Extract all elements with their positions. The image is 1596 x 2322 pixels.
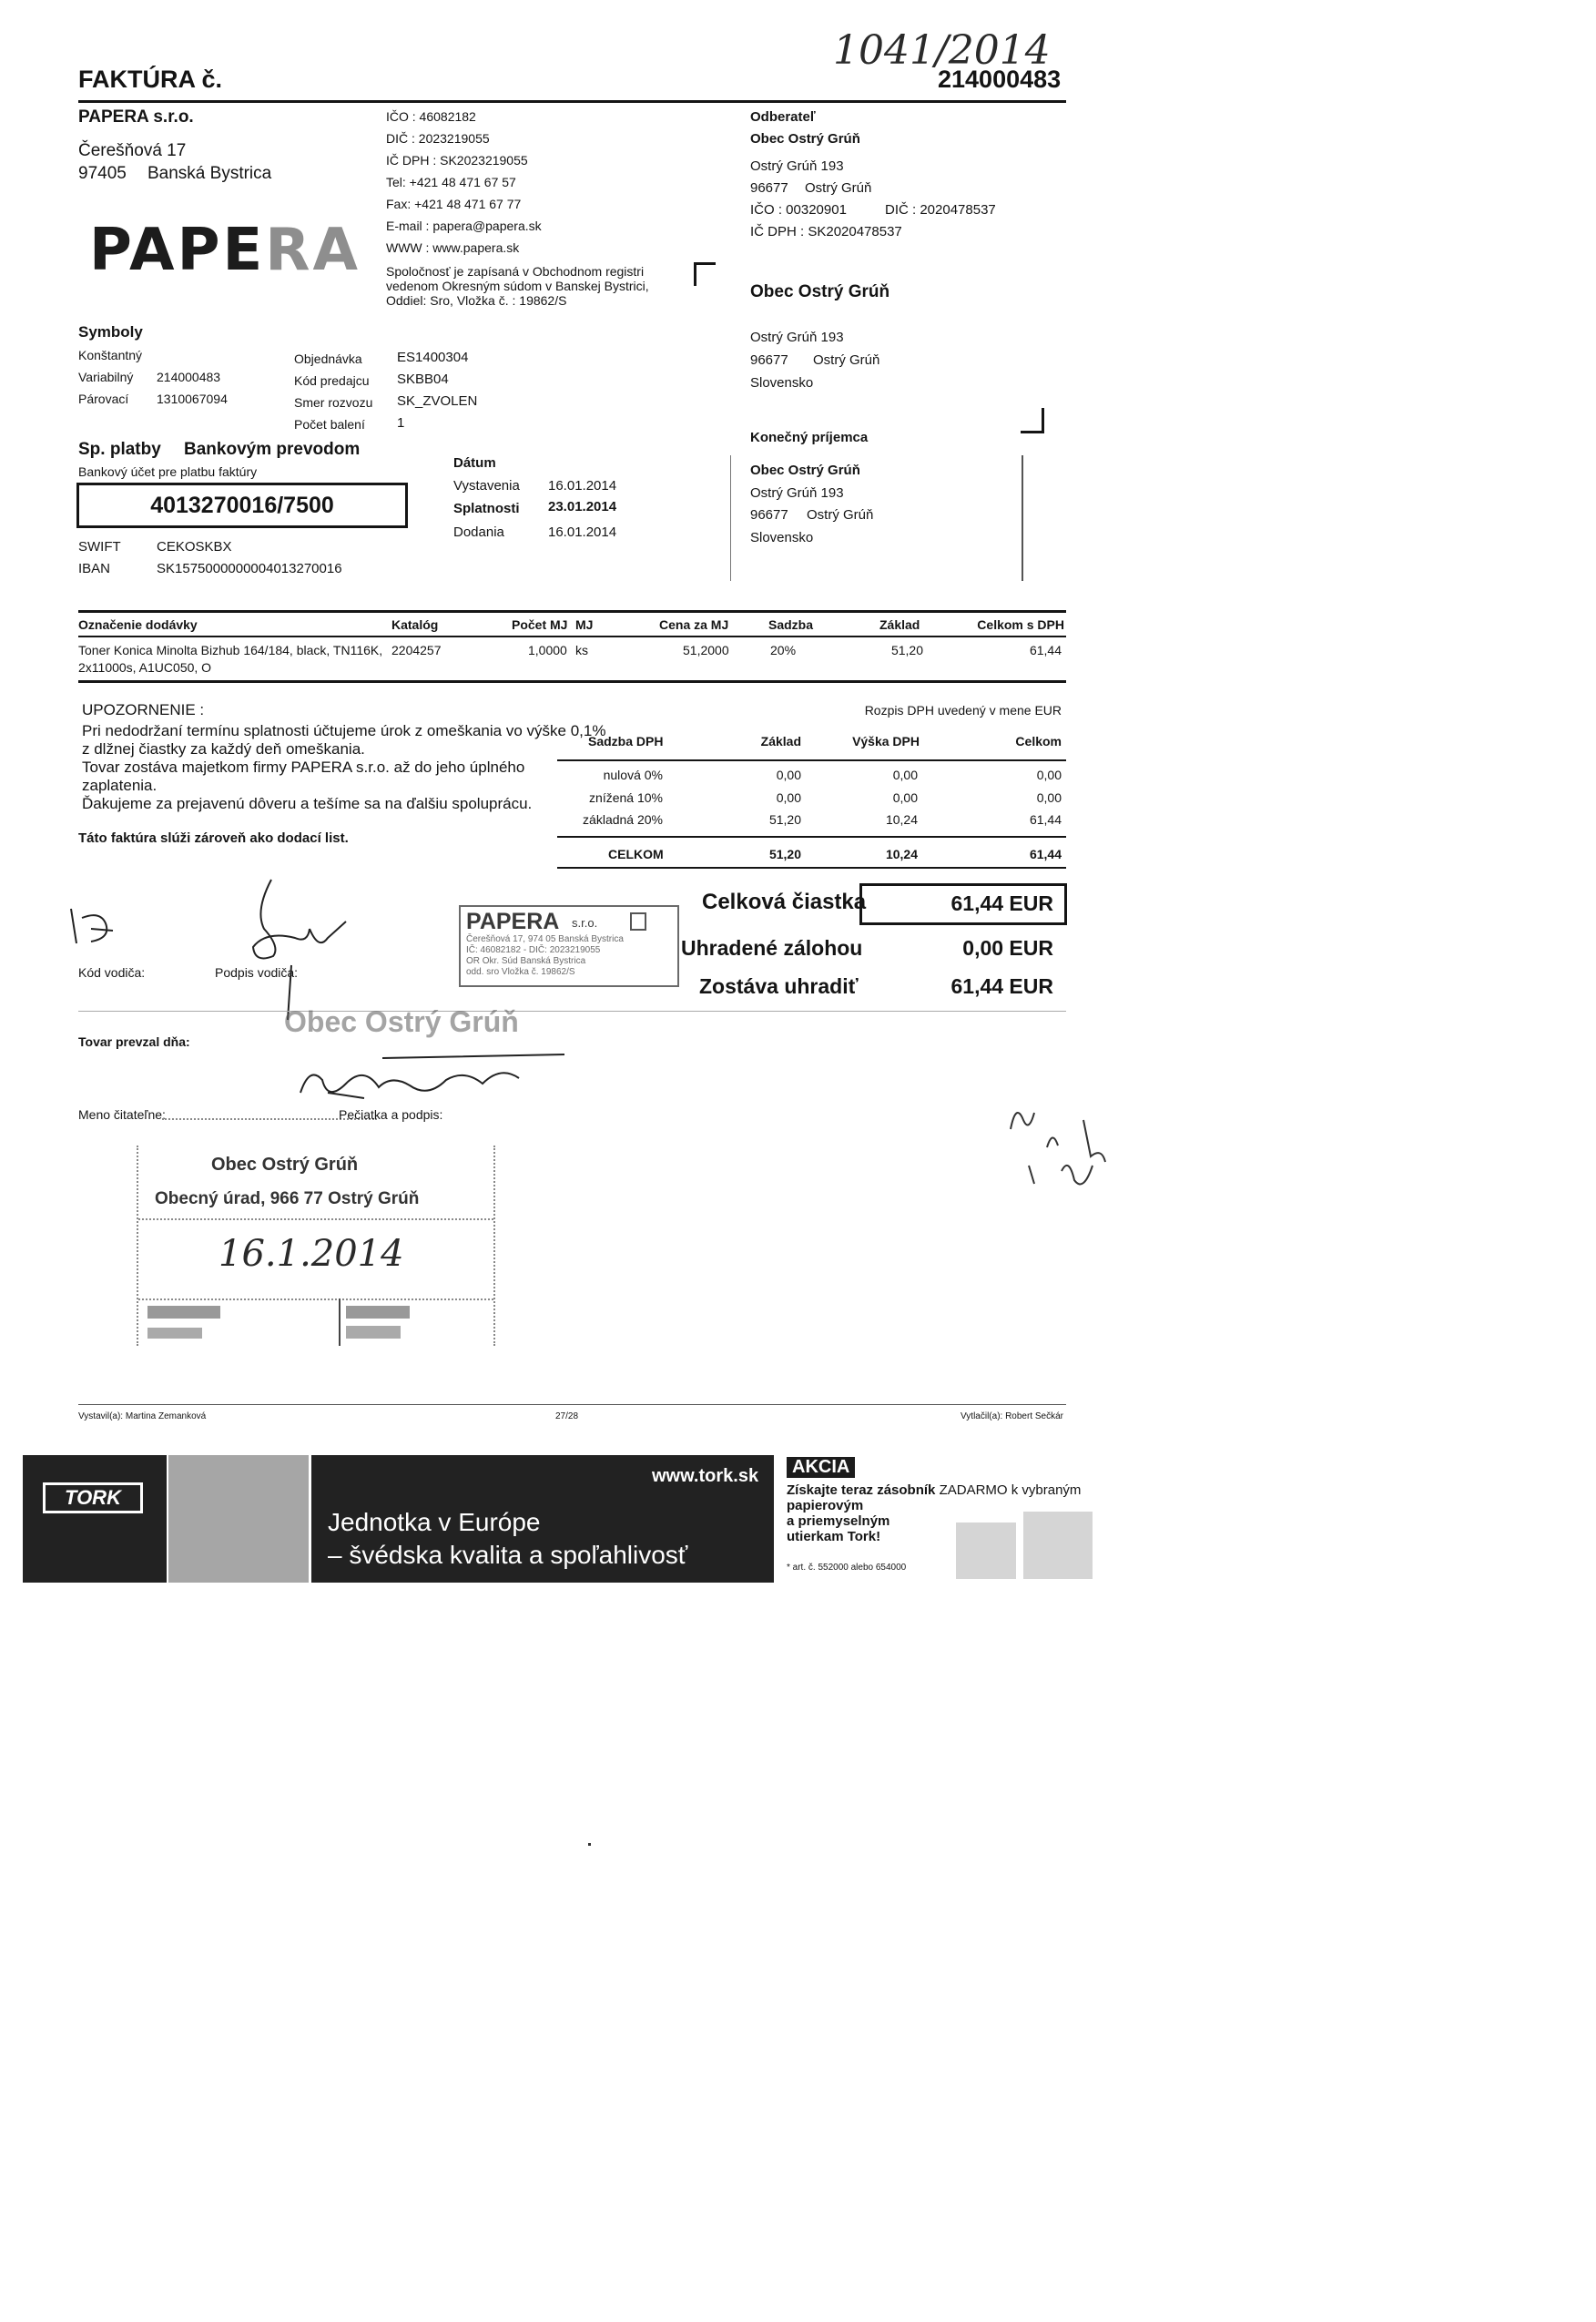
recipient-country: Slovensko [750, 530, 814, 545]
ad-promo-bold-4: utierkam Tork! [787, 1529, 881, 1544]
order-values [397, 347, 477, 434]
symbol-variable-value: 214000483 [157, 370, 221, 384]
buyer-dic: DIČ : 2020478537 [885, 202, 996, 218]
recipient-signature [291, 1047, 564, 1111]
vat-sum-base: 51,20 [768, 847, 801, 861]
ad-main-panel [311, 1455, 774, 1583]
advances-amount: 0,00 EUR [962, 936, 1053, 960]
item-quantity: 1,0000 [528, 643, 567, 657]
vat-total-reduced: 0,00 [1036, 790, 1062, 805]
payment-method: Bankovým prevodom [184, 440, 361, 459]
window-mark-tl-h [694, 262, 716, 265]
symbol-label-pairing: Párovací [78, 392, 129, 406]
stamp-box-icon [630, 912, 646, 931]
ad-note: * art. č. 552000 alebo 654000 [787, 1563, 907, 1573]
item-base: 51,20 [890, 643, 923, 657]
receipt-redacted-1 [147, 1306, 220, 1319]
vat-bottom-rule [557, 867, 1066, 869]
receipt-stamp [137, 1146, 495, 1346]
supplier-tel: Tel: +421 48 471 67 57 [386, 175, 516, 189]
order-labels [294, 348, 372, 435]
window-mark-br [1042, 408, 1044, 433]
window-mark-tl [694, 262, 696, 286]
vat-col-rate: Sadzba DPH [588, 734, 664, 749]
received-stamp: Obec Ostrý Grúň [284, 1005, 519, 1038]
mail-country: Slovensko [750, 375, 814, 391]
account-label: Bankový účet pre platbu faktúry [78, 464, 258, 479]
col-quantity: Počet MJ [512, 617, 568, 632]
symbol-pairing-value: 1310067094 [157, 392, 228, 406]
vat-header-rule [557, 759, 1066, 761]
stamp-line-1: Čerešňová 17, 974 05 Banská Bystrica [466, 934, 624, 944]
receipt-stamp-line1: Obec Ostrý Grúň [211, 1155, 359, 1175]
notice-line-5: Ďakujeme za prejavenú dôveru a tešíme sa na ďalšiu spoluprácu. [82, 795, 533, 812]
registry-note-3: Oddiel: Sro, Vložka č. : 19862/S [386, 293, 567, 308]
recipient-right-rule [1022, 455, 1023, 581]
advances-label: Uhradené zálohou [681, 936, 863, 960]
total-box [859, 883, 1067, 925]
stamp-brand: PAPERA [466, 909, 560, 934]
item-unit-price: 51,2000 [683, 643, 729, 657]
supplier-city: Banská Bystrica [147, 164, 272, 183]
mail-city: Ostrý Grúň [813, 352, 880, 368]
receipt-divider [339, 1298, 341, 1346]
supplier-www: WWW : www.papera.sk [386, 240, 520, 255]
ad-promo-plain: ZADARMO k vybraným [939, 1482, 1082, 1498]
items-top-rule [78, 610, 1066, 613]
item-description-2: 2x11000s, A1UC050, O [78, 660, 212, 675]
notice-line-2: z dlžnej čiastky za každý deň omeškania. [82, 740, 365, 758]
buyer-ico: IČO : 00320901 [750, 202, 847, 218]
iban-label: IBAN [78, 561, 111, 576]
route-label: Smer rozvozu [294, 395, 373, 410]
scan-speck [588, 1843, 591, 1846]
driver-code-label: Kód vodiča: [78, 965, 146, 980]
supplier-postcode: 97405 [78, 164, 127, 183]
receipt-stamp-line2: Obecný úrad, 966 77 Ostrý Grúň [155, 1189, 420, 1208]
item-catalog: 2204257 [391, 643, 442, 657]
bank-account-box [76, 483, 408, 528]
ad-promo-bold-2: papierovým [787, 1498, 864, 1513]
vat-total-standard: 61,44 [1029, 812, 1062, 827]
tork-logo: TORK [43, 1482, 143, 1513]
col-unit: MJ [575, 617, 594, 632]
vat-base-reduced: 0,00 [776, 790, 801, 805]
issued-label: Vystavenia [453, 478, 520, 494]
handwritten-reference: 1041/2014 [833, 27, 1051, 74]
recipient-postcode: 96677 [750, 507, 788, 523]
supplier-name: PAPERA s.r.o. [78, 107, 194, 127]
supplier-email: E-mail : papera@papera.sk [386, 219, 542, 233]
order-value: ES1400304 [397, 350, 469, 365]
driver-sign-label: Podpis vodiča: [215, 965, 299, 980]
vat-rate-reduced: znížená 10% [589, 790, 663, 805]
supplier-dic: DIČ : 2023219055 [386, 131, 490, 146]
col-description: Označenie dodávky [78, 617, 198, 632]
supplier-ico: IČO : 46082182 [386, 109, 476, 124]
vat-rate-zero: nulová 0% [603, 768, 663, 782]
bank-account: 4013270016/7500 [150, 493, 334, 518]
item-unit: ks [575, 643, 588, 657]
vat-amount-standard: 10,24 [885, 812, 918, 827]
ad-slogan-1: Jednotka v Európe [328, 1508, 541, 1536]
items-bottom-rule [78, 680, 1066, 683]
ad-slogan-2: – švédska kvalita a spoľahlivosť [328, 1541, 688, 1569]
delivery-label: Dodania [453, 524, 504, 540]
receipt-dots-2 [138, 1298, 493, 1300]
driver-code-handwriting [64, 901, 118, 956]
remaining-label: Zostáva uhradiť [699, 974, 859, 998]
header-rule [78, 100, 1066, 103]
delivery-note: Táto faktúra slúži zároveň ako dodací list. [78, 830, 349, 846]
supplier-info [386, 106, 649, 308]
ad-product-2 [1023, 1512, 1093, 1579]
notice-text [82, 722, 605, 813]
printed-by: Vytlačil(a): Robert Sečkár [961, 1411, 1063, 1421]
recipient-left-rule [730, 455, 731, 581]
vat-total-zero: 0,00 [1036, 768, 1062, 782]
packages-label: Počet balení [294, 417, 365, 432]
registry-note-2: vedenom Okresným súdom v Banskej Bystrici, [386, 279, 649, 293]
remaining-amount: 61,44 EUR [950, 974, 1053, 998]
received-label: Tovar prevzal dňa: [78, 1034, 190, 1049]
page-number: 27/28 [555, 1411, 579, 1421]
symbol-label-constant: Konštantný [78, 348, 143, 362]
receipt-redacted-4 [346, 1326, 401, 1339]
vat-sum-amount: 10,24 [885, 847, 918, 861]
tork-logo-panel [23, 1455, 167, 1583]
vat-amount-reduced: 0,00 [892, 790, 918, 805]
total-amount: 61,44 EUR [950, 891, 1053, 915]
vat-sum-total: 61,44 [1029, 847, 1062, 861]
papera-logo: PAPERA [89, 217, 361, 284]
vat-sum-rule [557, 836, 1066, 838]
item-total: 61,44 [1029, 643, 1062, 657]
buyer-heading: Odberateľ [750, 109, 816, 125]
symbol-label-variable: Variabilný [78, 370, 134, 384]
col-catalog: Katalóg [391, 617, 439, 632]
supplier-street: Čerešňová 17 [78, 141, 187, 160]
ad-akcia-badge: AKCIA [787, 1457, 855, 1478]
stamp-line-2: IČ: 46082182 - DIČ: 2023219055 [466, 945, 601, 955]
item-rate: 20% [770, 643, 797, 657]
swift-value: CEKOSKBX [157, 539, 232, 555]
registry-note-1: Spoločnosť je zapísaná v Obchodnom registri [386, 264, 645, 279]
col-total: Celkom s DPH [977, 617, 1064, 632]
notice-line-1: Pri nedodržaní termínu splatnosti účtujeme úrok z omeškania vo výške 0,1% [82, 722, 606, 739]
issued-date: 16.01.2014 [548, 478, 617, 494]
seller-code-label: Kód predajcu [294, 373, 370, 388]
vat-base-zero: 0,00 [776, 768, 801, 782]
ad-promo-bold-1: Získajte teraz zásobník [787, 1482, 936, 1498]
vat-sum-label: CELKOM [608, 847, 664, 861]
vat-col-total: Celkom [1015, 734, 1062, 749]
supplier-icdph: IČ DPH : SK2023219055 [386, 153, 528, 168]
mail-postcode: 96677 [750, 352, 788, 368]
reader-label: Meno čitateľne: [78, 1107, 166, 1122]
due-date: 23.01.2014 [548, 499, 617, 514]
due-label: Splatnosti [453, 501, 520, 516]
issued-by: Vystavil(a): Martina Zemanková [78, 1411, 207, 1421]
route-value: SK_ZVOLEN [397, 393, 478, 409]
vat-base-standard: 51,20 [768, 812, 801, 827]
buyer-street: Ostrý Grúň 193 [750, 158, 844, 174]
receipt-date-handwritten: 16.1.2014 [219, 1233, 404, 1275]
footer-rule [78, 1404, 1066, 1405]
mail-street: Ostrý Grúň 193 [750, 330, 844, 345]
item-description-1: Toner Konica Minolta Bizhub 164/184, black, TN116K, [78, 643, 383, 657]
recipient-name: Obec Ostrý Grúň [750, 463, 860, 478]
buyer-postcode: 96677 [750, 180, 788, 196]
stamp-suffix: s.r.o. [572, 916, 598, 930]
window-mark-br-h [1021, 431, 1044, 433]
delivery-date: 16.01.2014 [548, 524, 617, 540]
order-label: Objednávka [294, 351, 362, 366]
ad-promo-bold-3: a priemyselným [787, 1513, 890, 1529]
notice-line-4: zaplatenia. [82, 777, 158, 794]
signature-divider [78, 1011, 1066, 1012]
symbols-heading: Symboly [78, 323, 143, 341]
vat-col-amount: Výška DPH [852, 734, 920, 749]
vat-col-base: Základ [760, 734, 801, 749]
ad-product-1 [956, 1523, 1016, 1579]
mail-name: Obec Ostrý Grúň [750, 282, 890, 301]
col-rate: Sadzba [768, 617, 814, 632]
stamp-line-4: odd. sro Vložka č. 19862/S [466, 967, 575, 977]
packages-value: 1 [397, 415, 405, 431]
ad-photo-left [168, 1455, 309, 1583]
swift-label: SWIFT [78, 539, 121, 555]
col-base: Základ [879, 617, 920, 632]
receipt-dots-1 [138, 1218, 493, 1220]
items-header-rule [78, 636, 1066, 637]
buyer-icdph: IČ DPH : SK2020478537 [750, 224, 902, 239]
side-handwriting [992, 1093, 1129, 1238]
vat-amount-zero: 0,00 [892, 768, 918, 782]
dates-heading: Dátum [453, 455, 496, 471]
total-label: Celková čiastka [702, 890, 867, 914]
receipt-redacted-3 [147, 1328, 202, 1339]
vat-caption: Rozpis DPH uvedený v mene EUR [864, 703, 1062, 718]
seller-code-value: SKBB04 [397, 372, 449, 387]
col-unit-price: Cena za MJ [659, 617, 729, 632]
buyer-city: Ostrý Grúň [805, 180, 872, 196]
stamp-lines [466, 934, 624, 978]
ad-url: www.tork.sk [652, 1466, 759, 1486]
recipient-street: Ostrý Grúň 193 [750, 485, 844, 501]
invoice-title: FAKTÚRA č. [78, 66, 223, 93]
vat-rate-standard: základná 20% [583, 812, 663, 827]
recipient-heading: Konečný príjemca [750, 430, 869, 445]
invoice-number: 214000483 [938, 66, 1062, 93]
payment-label: Sp. platby [78, 440, 161, 459]
notice-line-3: Tovar zostáva majetkom firmy PAPERA s.r.o. až do jeho úplného [82, 759, 525, 776]
supplier-fax: Fax: +421 48 471 67 77 [386, 197, 522, 211]
receipt-redacted-2 [346, 1306, 410, 1319]
notice-heading: UPOZORNENIE : [82, 701, 205, 718]
supplier-stamp [459, 905, 679, 987]
iban-value: SK1575000000004013270016 [157, 561, 342, 576]
stamp-line-3: OR Okr. Súd Banská Bystrica [466, 956, 586, 966]
buyer-name: Obec Ostrý Grúň [750, 131, 860, 147]
recipient-city: Ostrý Grúň [807, 507, 874, 523]
stamp-sign-label: Pečiatka a podpis: [339, 1107, 443, 1122]
